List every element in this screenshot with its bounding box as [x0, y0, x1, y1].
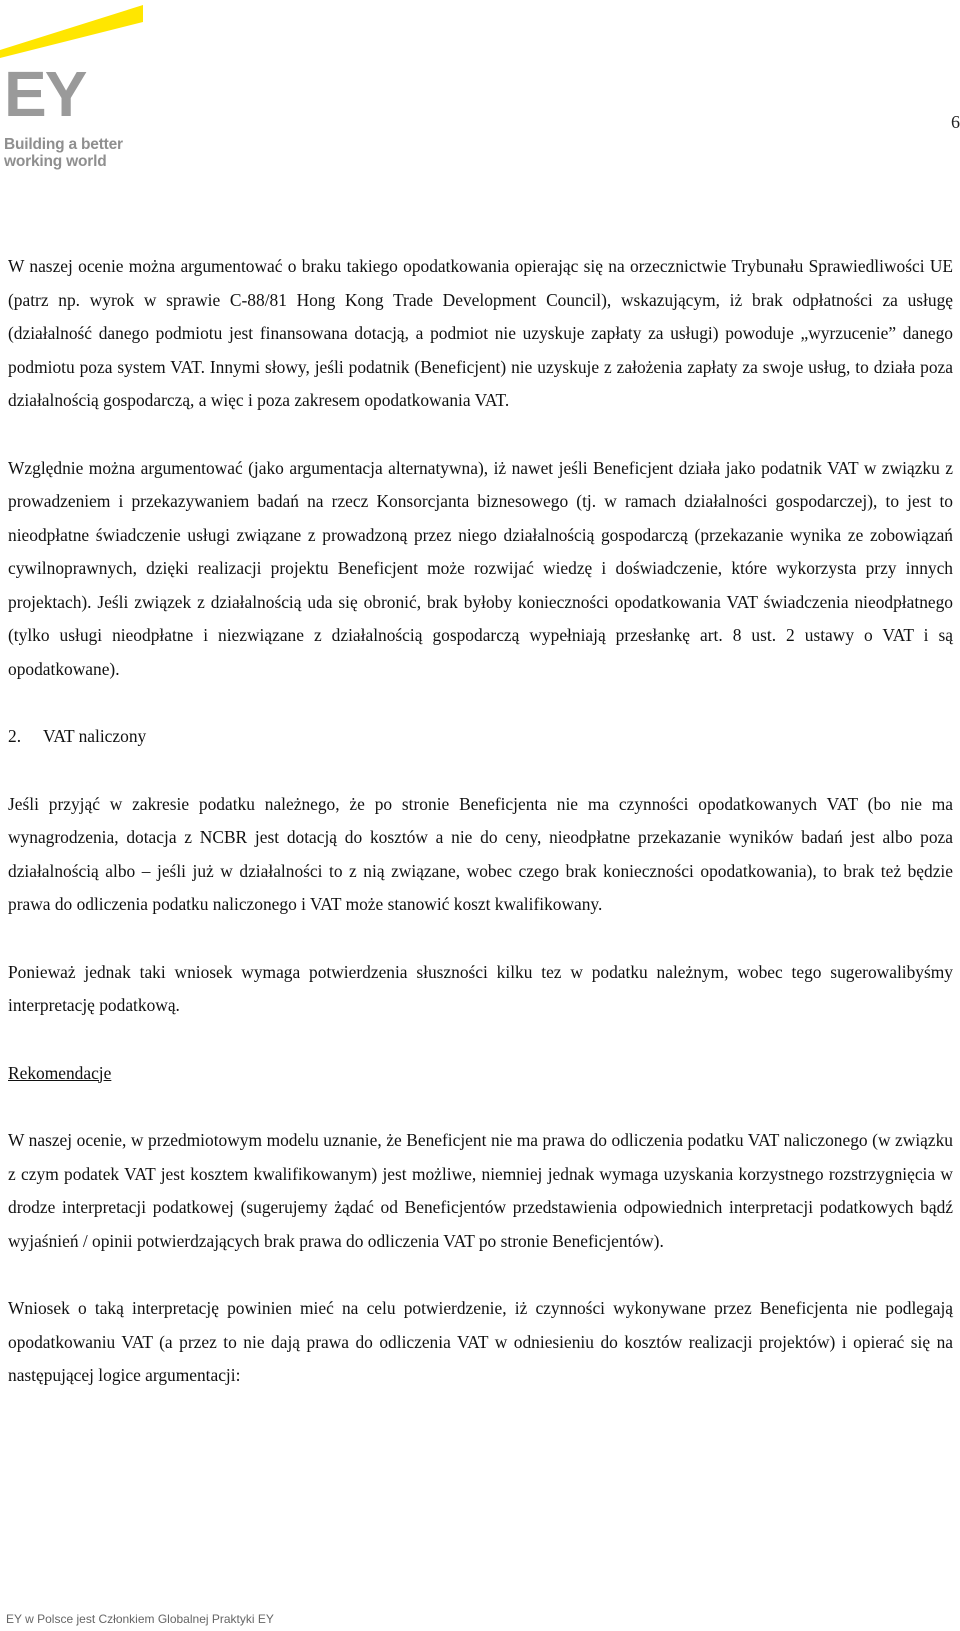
- section-number: 2.: [8, 726, 22, 746]
- ey-logo-tagline: Building a better working world: [4, 136, 123, 170]
- paragraph-6: Wniosek o taką interpretację powinien mieć na celu potwierdzenie, iż czynności wykonywane przez Beneficjenta nie podlegają opodatkowaniu VAT (a przez to nie dają prawa do odliczenia VAT w odniesieniu do kosztów realizacji projektów) i opierać się na następującej logice argumentacji:: [8, 1298, 953, 1385]
- paragraph-3: Jeśli przyjąć w zakresie podatku należnego, że po stronie Beneficjenta nie ma czynności opodatkowanych VAT (bo nie ma wynagrodzenia, dotacja z NCBR jest dotacją do kosztów a nie do ceny, nieodpłatne przekazanie wyników badań jest albo poza działalnością albo – jeśli już w działalności to z nią związane, wobec czego brak konieczności opodatkowania), to brak też będzie prawa do odliczenia podatku naliczonego i VAT może stanowić koszt kwalifikowany.: [8, 793, 953, 914]
- paragraph-2: Względnie można argumentować (jako argumentacja alternatywna), iż nawet jeśli Beneficjent działa jako podatnik VAT w związku z prowadzeniem i przekazywaniem badań na rzecz Konsorcjanta biznesowego (tj. w ramach działalności gospodarczej), to jest to nieodpłatne świadczenie usługi związane z prowadzoną przez niego działalnością gospodarczą (przekazanie wynika ze zobowiązań cywilnoprawnych, dzięki realizacji projektu Beneficjent może rozwijać wiedzę i doświadczenie, które wykorzysta przy innych projektach). Jeśli związek z działalnością uda się obronić, brak byłoby konieczności opodatkowania VAT świadczenia nieodpłatnego (tylko usługi nieodpłatne i niezwiązane z działalnością gospodarczą wypełniają przesłankę art. 8 ust. 2 ustawy o VAT i są opodatkowane).: [8, 457, 953, 679]
- paragraph-5: W naszej ocenie, w przedmiotowym modelu uznanie, że Beneficjent nie ma prawa do odliczenia podatku VAT naliczonego (w związku z czym podatek VAT jest kosztem kwalifikowanym) jest możliwe, niemniej jednak wymaga uzyskania korzystnego rozstrzygnięcia w drodze interpretacji podatkowej (sugerujemy żądać od Beneficjentów przedstawienia odpowiednich interpretacji podatkowych bądź wyjaśnień / opinii potwierdzających brak prawa do odliczenia VAT po stronie Beneficjentów).: [8, 1130, 953, 1251]
- section-heading-rekomendacje: Rekomendacje: [8, 1062, 112, 1083]
- section-heading-vat-naliczony: [8, 720, 953, 754]
- ey-logo: [0, 0, 160, 175]
- page-number: 6: [951, 112, 960, 132]
- document-body: [8, 250, 953, 1427]
- ey-logo-mark: EY: [4, 58, 86, 130]
- paragraph-4: Ponieważ jednak taki wniosek wymaga potwierdzenia słuszności kilku tez w podatku należnym, wobec tego sugerowalibyśmy interpretację podatkową.: [8, 961, 953, 1015]
- section-title: VAT naliczony: [43, 726, 147, 746]
- paragraph-1: W naszej ocenie można argumentować o braku takiego opodatkowania opierając się na orzecznictwie Trybunału Sprawiedliwości UE (patrz np. wyrok w sprawie C-88/81 Hong Kong Trade Development Council), wskazującym, iż brak odpłatności za usługę (działalność danego podmiotu jest finansowana dotacją, a podmiot nie uzyskuje zapłaty za usługi) powoduje „wyrzucenie” danego podmiotu poza system VAT. Innymi słowy, jeśli podatnik (Beneficjent) nie uzyskuje z założenia zapłaty za swoje usług, to działa poza działalnością gospodarczą, a więc i poza zakresem opodatkowania VAT.: [8, 256, 953, 410]
- footer-text: EY w Polsce jest Członkiem Globalnej Praktyki EY: [6, 1612, 274, 1626]
